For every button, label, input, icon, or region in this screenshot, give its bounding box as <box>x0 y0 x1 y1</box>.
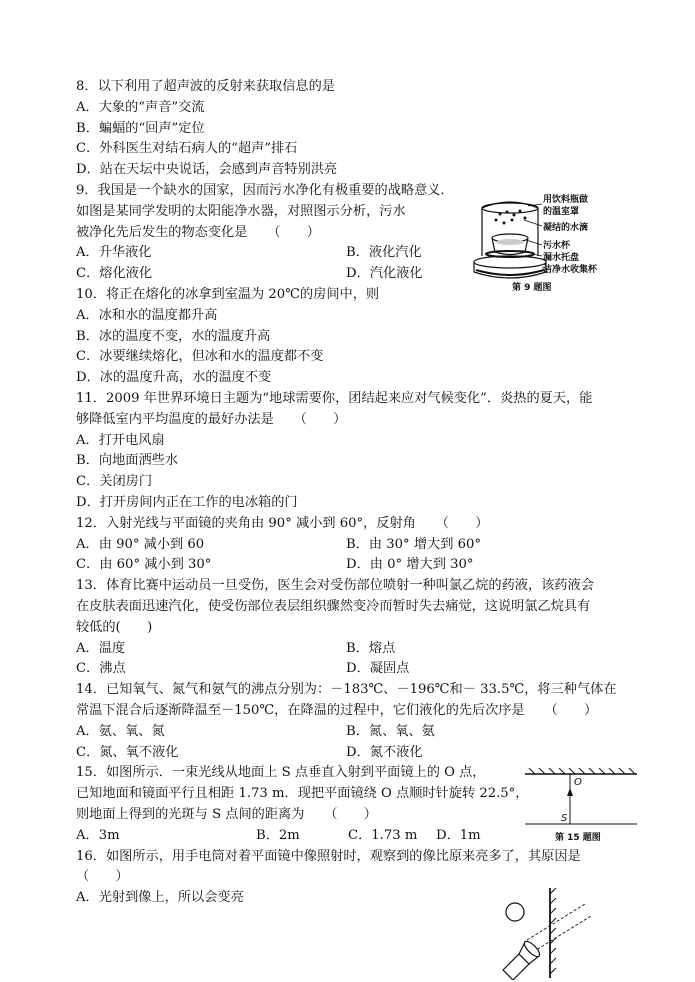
flashlight-beam <box>527 904 591 952</box>
q9-stem-line2: 如图是某同学发明的太阳能净水器，对照图示分析，污水 <box>76 204 406 219</box>
flashlight-icon <box>503 939 542 980</box>
q15-option-b: B．2m <box>256 828 300 843</box>
q11-option-d: D．打开房间内正在工作的电冰箱的门 <box>76 495 298 510</box>
q14-options-row1 <box>76 723 435 741</box>
q9-option-d: D．汽化液化 <box>346 266 423 281</box>
q15-stem-line3: 则地面上得到的光斑与 S 点间的距离为 （ ） <box>76 807 377 822</box>
q16-stem-line1: 16．如图所示，用手电筒对着平面镜中像照射时，观察到的像比原来亮多了，其原因是 <box>76 849 581 864</box>
q11-stem-line1: 11．2009 年世界环境日主题为“地球需要你，团结起来应对气候变化”．炎热的夏天，能 <box>76 391 593 406</box>
q13-option-a: A．温度 <box>76 641 126 656</box>
q10-option-d: D．冰的温度升高，水的温度不变 <box>76 370 272 385</box>
q13-stem-line1: 13．体育比赛中运动员一旦受伤，医生会对受伤部位喷射一种叫氯乙烷的药液，该药液会 <box>76 578 594 593</box>
q8-stem: 8．以下利用了超声波的反射来获取信息的是 <box>76 79 335 94</box>
q8-option-b: B．蝙蝠的“回声”定位 <box>76 121 205 136</box>
q11-option-b: B．向地面洒些水 <box>76 453 179 468</box>
q10-option-b: B．冰的温度不变，水的温度升高 <box>76 329 271 344</box>
figure-15-mirror <box>515 768 645 848</box>
water-droplets <box>495 210 527 225</box>
fig9-label-greenhouse: 的温室罩 <box>543 207 580 217</box>
q14-option-a: A．氨、氧、氮 <box>76 724 165 739</box>
fig9-caption: 第 9 题图 <box>512 283 552 293</box>
fig9-label-bottle: 用饮料瓶做 <box>543 195 589 205</box>
q9-options-row1 <box>76 244 422 262</box>
figure-16-flashlight-mirror <box>495 880 600 980</box>
q13-options-row2 <box>76 660 410 678</box>
q10-option-a: A．冰和水的温度都升高 <box>76 308 218 323</box>
q15-options-row <box>76 827 481 845</box>
q9-stem-line1: 9．我国是一个缺水的国家，因而污水净化有极重要的战略意义． <box>76 183 454 198</box>
q13-option-d: D．凝固点 <box>346 661 410 676</box>
fig9-label-dirty-cup: 污水杯 <box>543 241 571 251</box>
q14-option-d: D．氮不液化 <box>346 745 423 760</box>
q9-option-c: C．熔化液化 <box>76 266 153 281</box>
fig15-caption: 第 15 题图 <box>555 833 601 843</box>
q14-option-c: C．氮、氧不液化 <box>76 745 179 760</box>
q12-option-b: B．由 30° 增大到 60° <box>346 537 481 552</box>
object-ball <box>506 903 524 921</box>
point-s-label: S <box>561 813 568 824</box>
q12-option-c: C．由 60° 减小到 30° <box>76 557 212 572</box>
fig9-label-clean-cup: 洁净水收集杯 <box>543 265 598 275</box>
q9-options-row2 <box>76 265 423 283</box>
q12-options-row2 <box>76 556 474 574</box>
ray-arrow-icon <box>567 788 573 796</box>
q15-option-a: A．3m <box>76 828 120 843</box>
q11-option-a: A．打开电风扇 <box>76 433 165 448</box>
q13-stem-line3: 较低的( ) <box>76 620 153 635</box>
q10-option-c: C．冰要继续熔化，但冰和水的温度都不变 <box>76 349 324 364</box>
q15-option-d: D．1m <box>436 828 481 843</box>
q16-option-a: A．光射到像上，所以会变亮 <box>76 890 244 905</box>
q9-stem-line3: 被净化先后发生的物态变化是 （ ） <box>76 225 320 240</box>
mirror-surface <box>525 768 637 774</box>
q15-stem-line1: 15．如图所示．一束光线从地面上 S 点垂直入射到平面镜上的 O 点， <box>76 765 486 780</box>
q16-stem-line2: （ ） <box>76 869 129 884</box>
q14-options-row2 <box>76 744 423 762</box>
q12-options-row1 <box>76 536 481 554</box>
q13-option-b: B．熔点 <box>346 641 396 656</box>
q10-stem: 10．将正在熔化的冰拿到室温为 20℃的房间中，则 <box>76 287 380 302</box>
q15-option-c: C．1.73 m <box>348 828 418 843</box>
q9-option-a: A．升华液化 <box>76 245 152 260</box>
q12-stem: 12．入射光线与平面镜的夹角由 90° 减小到 60°，反射角 （ ） <box>76 516 489 531</box>
purifier-drawing <box>474 202 546 278</box>
q8-option-d: D．站在天坛中央说话，会感到声音特别洪亮 <box>76 162 338 177</box>
q12-option-a: A．由 90° 减小到 60 <box>76 537 205 552</box>
q8-option-c: C．外科医生对结石病人的“超声”排石 <box>76 141 298 156</box>
figure-9-solar-purifier <box>470 190 620 300</box>
q14-stem-line1: 14．已知氧气、氮气和氨气的沸点分别为：－183℃、－196℃和－ 33.5℃，将三种气体在 <box>76 682 617 697</box>
point-o-label: O <box>574 777 582 788</box>
q11-option-c: C．关闭房门 <box>76 474 153 489</box>
q12-option-d: D．由 0° 增大到 30° <box>346 557 474 572</box>
q14-option-b: B．氮、氧、氨 <box>346 724 435 739</box>
q8-option-a: A．大象的“声音”交流 <box>76 100 205 115</box>
q13-options-row1 <box>76 640 396 658</box>
fig9-label-droplets: 凝结的水滴 <box>543 223 589 233</box>
fig9-label-tray: 漏水托盘 <box>543 253 580 263</box>
q9-option-b: B．液化汽化 <box>346 245 422 260</box>
q14-stem-line2: 常温下混合后逐渐降温至－150℃，在降温的过程中，它们液化的先后次序是 （ ） <box>76 703 598 718</box>
q13-option-c: C．沸点 <box>76 661 126 676</box>
q13-stem-line2: 在皮肤表面迅速汽化，使受伤部位表层组织骤然变冷而暂时失去痛觉，这说明氯乙烷具有 <box>76 599 591 614</box>
q15-stem-line2: 已知地面和镜面平行且相距 1.73 m．现把平面镜绕 O 点顺时针旋转 22.5°， <box>76 786 529 801</box>
q11-stem-line2: 够降低室内平均温度的最好办法是 （ ） <box>76 412 347 427</box>
vertical-mirror <box>550 888 556 978</box>
